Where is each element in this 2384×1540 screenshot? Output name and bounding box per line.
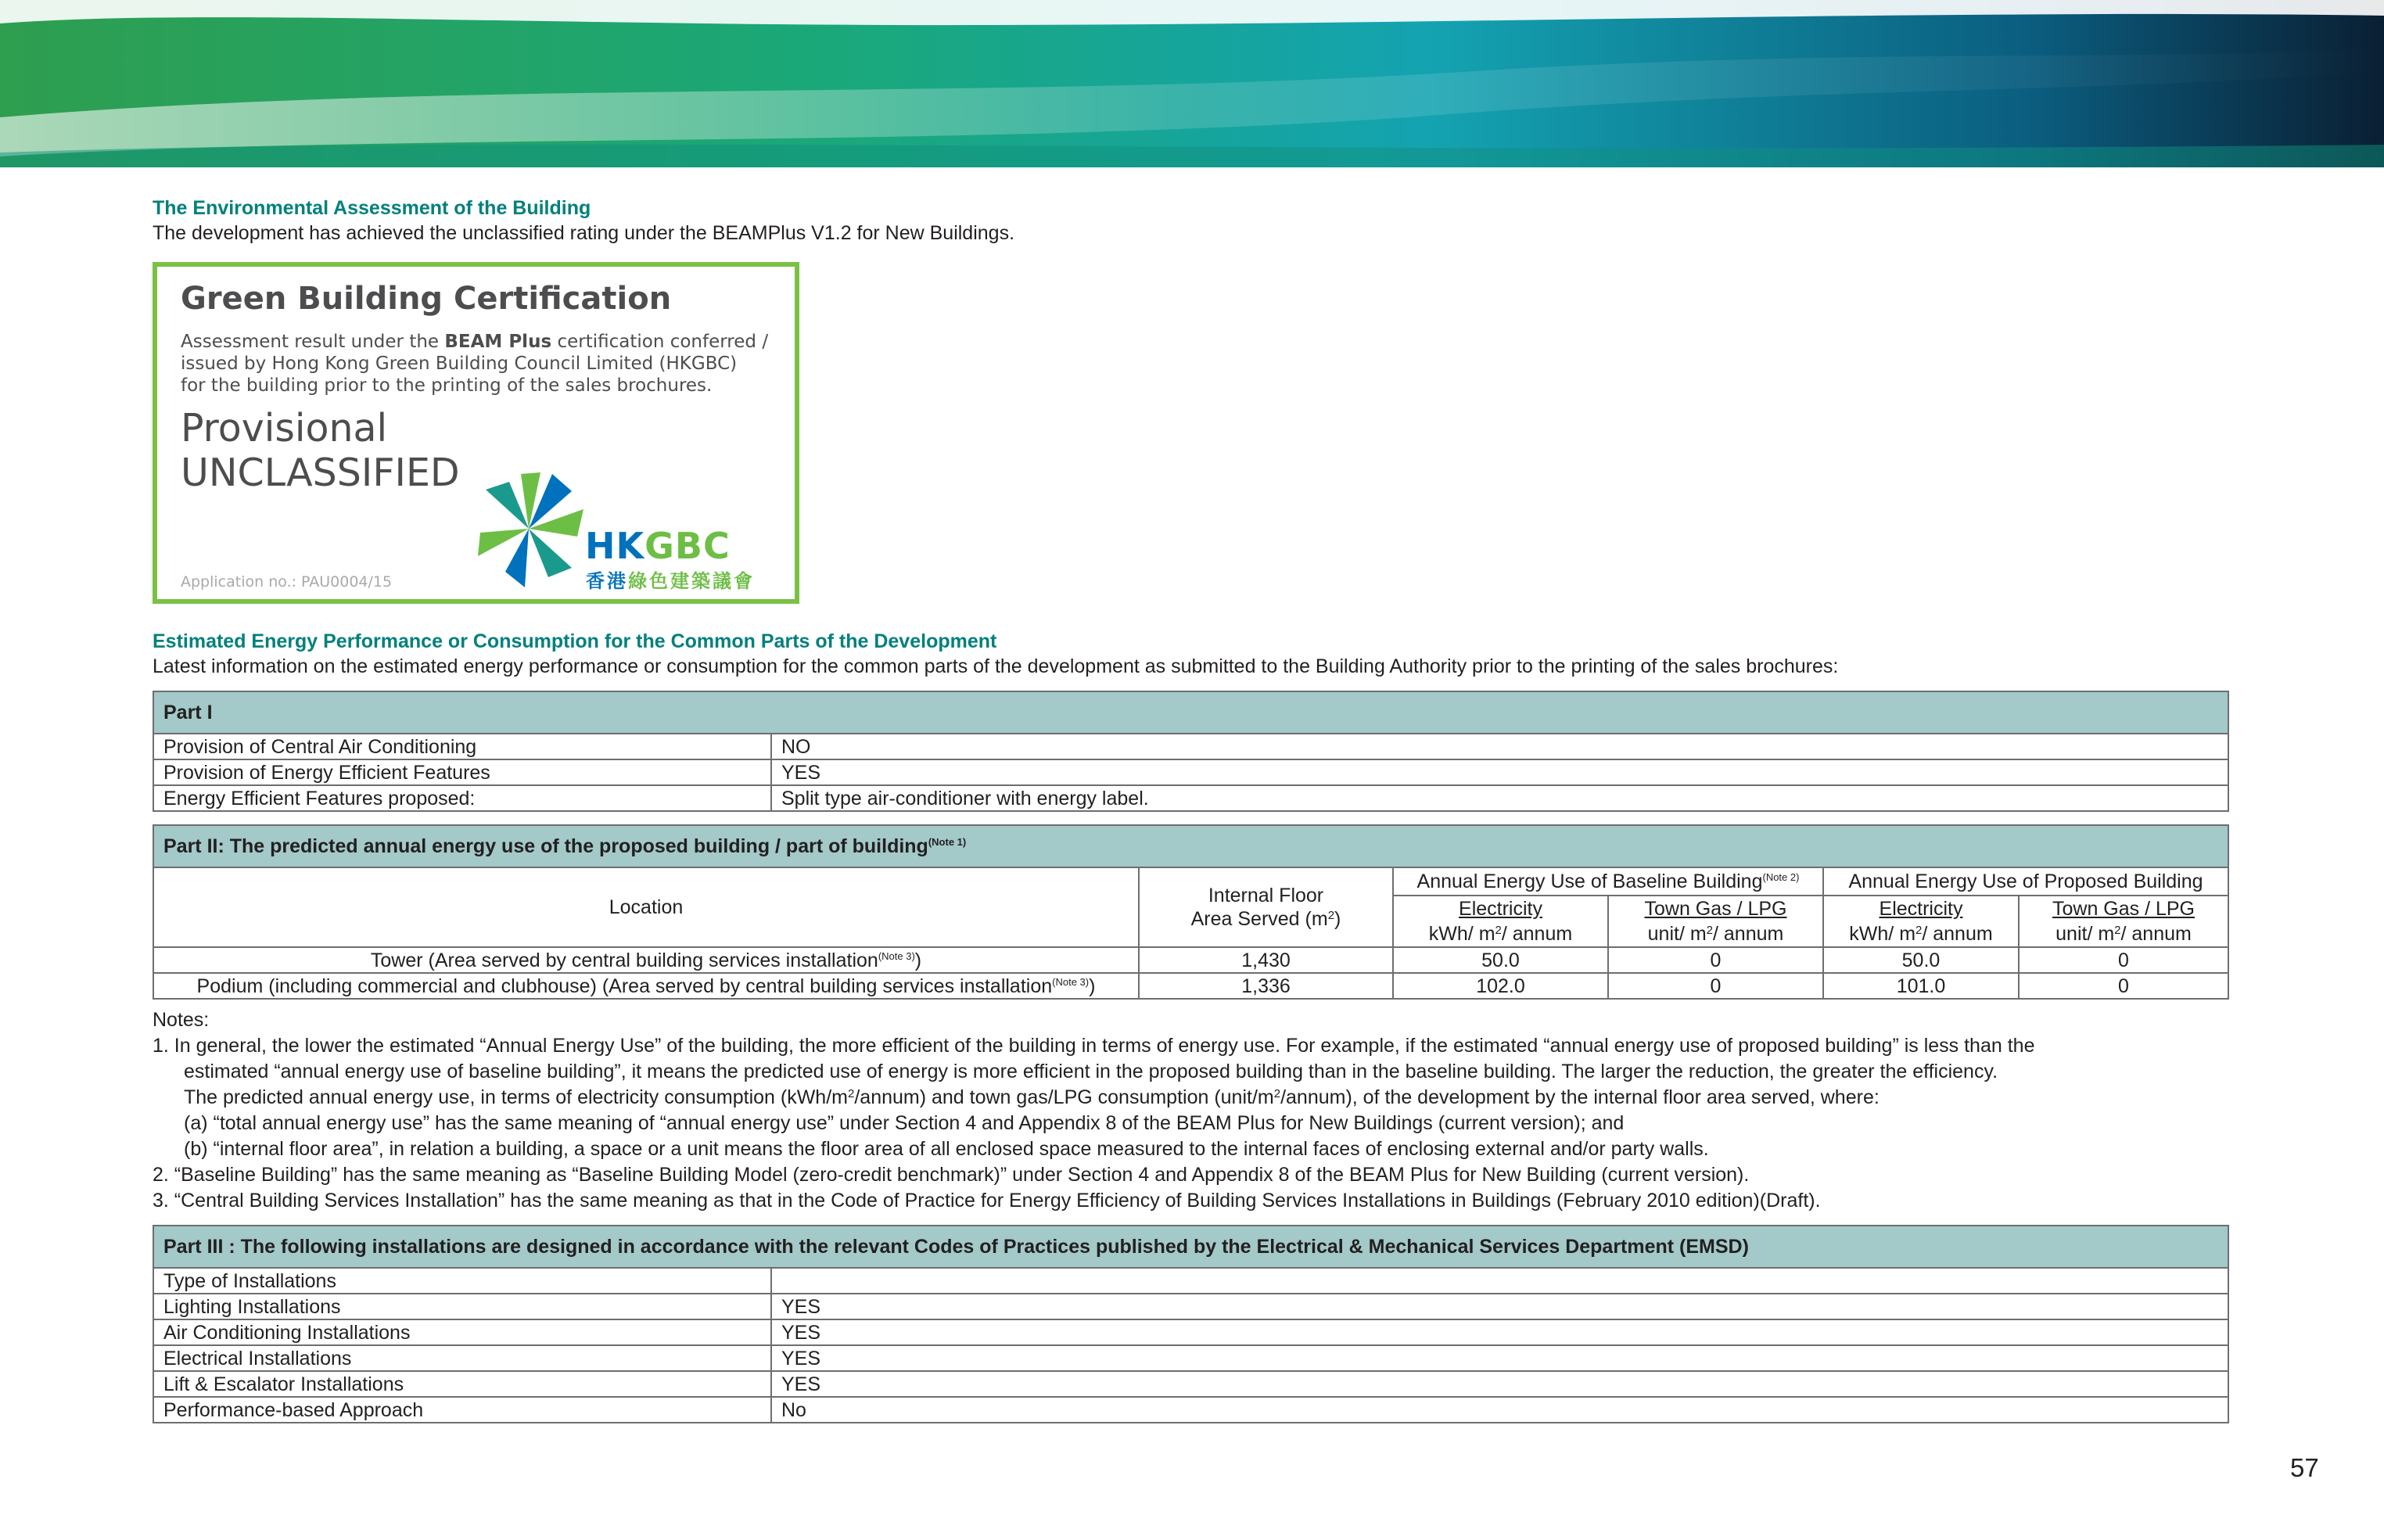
- note-1a: 1. In general, the lower the estimated “Annual Energy Use” of the building, the more efficient of the building in terms of energy use. For example, if the estimated “annual energy use of proposed building” is less than the: [153, 1035, 2035, 1057]
- col-baseline-text: Annual Energy Use of Baseline Building: [1416, 871, 1763, 892]
- part3-value: No: [771, 1397, 2228, 1423]
- note-1c-part: /annum) and town gas/LPG consumption (unit/m: [854, 1086, 1274, 1108]
- col-baseline-note: (Note 2): [1762, 871, 1800, 883]
- col-proposed: Annual Energy Use of Proposed Building: [1823, 867, 2228, 896]
- page-content: [153, 196, 2229, 1423]
- assessment-heading: The Environmental Assessment of the Building: [153, 197, 591, 219]
- logo-cn-b: 綠色建築議會: [628, 570, 755, 592]
- part3-label: Lift & Escalator Installations: [153, 1371, 771, 1397]
- table-row: [153, 785, 2228, 811]
- location-end: ): [1089, 975, 1096, 997]
- unit-base-electricity: [1393, 921, 1608, 947]
- notes-section: [153, 1007, 2229, 1214]
- part3-value: YES: [771, 1345, 2228, 1371]
- row-base-gas: 0: [1608, 973, 1823, 999]
- unit-prop-electricity: [1823, 921, 2019, 947]
- note-sup: 2: [848, 1087, 855, 1100]
- certificate-line2: issued by Hong Kong Green Building Council Limited (HKGBC): [181, 354, 738, 374]
- location-note: (Note 3): [878, 949, 915, 962]
- note-1d: (a) “total annual energy use” has the same meaning of “annual energy use” under Section 4 and Appendix 8 of the BEAM Plus for New Buildings (current version); and: [184, 1112, 1625, 1134]
- unit-text: kWh/ m: [1849, 922, 1916, 945]
- part1-label: Provision of Energy Efficient Features: [153, 759, 771, 785]
- part2-header-text: Part II: The predicted annual energy use of the proposed building / part of building: [163, 835, 928, 857]
- unit-prop-towngas: [2019, 921, 2228, 947]
- unit-text: / annum: [1501, 922, 1573, 945]
- part1-value: Split type air-conditioner with energy label.: [771, 785, 2228, 811]
- part2-table: [153, 824, 2229, 1000]
- sub-base-towngas: Town Gas / LPG: [1608, 896, 1823, 921]
- row-area: 1,430: [1139, 947, 1393, 973]
- certificate-title: Green Building Certification: [181, 281, 672, 317]
- unit-text: kWh/ m: [1428, 922, 1495, 945]
- note-1c: [153, 1085, 2229, 1111]
- part3-label: Type of Installations: [153, 1268, 771, 1294]
- table-row: [153, 973, 2228, 999]
- row-prop-gas: 0: [2019, 947, 2228, 973]
- page-number: 57: [2290, 1453, 2319, 1482]
- table-row: [153, 759, 2228, 785]
- row-area: 1,336: [1139, 973, 1393, 999]
- sub-prop-towngas: Town Gas / LPG: [2019, 896, 2228, 921]
- table-row: [153, 1268, 2228, 1294]
- row-prop-elec: 50.0: [1823, 947, 2019, 973]
- logo-cn-a: 香港: [586, 570, 628, 592]
- table-row: [153, 1397, 2228, 1423]
- table-row: [153, 1294, 2228, 1319]
- row-location: [153, 947, 1139, 973]
- location-text: Tower (Area served by central building services installation: [370, 949, 878, 971]
- part3-header: Part III : The following installations are designed in accordance with the relevant Codes of Practices published by the Electrical & Mechanical Services Department (EMSD): [153, 1226, 2228, 1268]
- col-area-sup: 2: [1327, 909, 1335, 922]
- col-area-line1: Internal Floor: [1208, 885, 1324, 906]
- assessment-text: The development has achieved the unclassified rating under the BEAMPlus V1.2 for New Buildings.: [153, 222, 1015, 244]
- part3-value: YES: [771, 1294, 2228, 1319]
- row-prop-gas: 0: [2019, 973, 2228, 999]
- location-end: ): [914, 949, 922, 971]
- part2-header: [153, 825, 2228, 867]
- part1-table: [153, 691, 2229, 812]
- unit-sup: 2: [1915, 923, 1923, 937]
- note-1c-part: /annum), of the development by the internal floor area served, where:: [1280, 1086, 1880, 1108]
- unit-text: unit/ m: [2055, 922, 2115, 945]
- sub-prop-electricity: Electricity: [1823, 896, 2019, 921]
- table-row: [153, 1319, 2228, 1345]
- hkgbc-logo-text: [585, 525, 731, 567]
- logo-gbc: GBC: [644, 525, 731, 567]
- part1-value: YES: [771, 759, 2228, 785]
- part1-label: Provision of Central Air Conditioning: [153, 734, 771, 759]
- col-area-line2: Area Served (m: [1190, 908, 1328, 930]
- unit-text: / annum: [1922, 922, 1993, 945]
- hkgbc-logo-icon: [462, 462, 595, 595]
- part3-label: Performance-based Approach: [153, 1397, 771, 1423]
- notes-title: Notes:: [153, 1009, 210, 1031]
- green-building-certificate: [153, 262, 799, 604]
- part3-label: Electrical Installations: [153, 1345, 771, 1371]
- certificate-line3: for the building prior to the printing of the sales brochures.: [181, 375, 713, 396]
- part3-value: [771, 1268, 2228, 1294]
- part2-header-note: (Note 1): [928, 836, 967, 848]
- note-1c-part: The predicted annual energy use, in terms of electricity consumption (kWh/m: [184, 1086, 848, 1108]
- unit-text: unit/ m: [1647, 922, 1707, 945]
- certificate-application-no: Application no.: PAU0004/15: [181, 573, 393, 591]
- row-base-elec: 50.0: [1393, 947, 1608, 973]
- unit-sup: 2: [2114, 923, 2121, 937]
- unit-text: / annum: [2120, 922, 2192, 945]
- note-3: 3. “Central Building Services Installation” has the same meaning as that in the Code of Practice for Energy Efficiency of Building Services Installations in Buildings (February 2010 edition)(Draft).: [153, 1190, 1821, 1212]
- unit-base-towngas: [1608, 921, 1823, 947]
- note-1e: (b) “internal floor area”, in relation a building, a space or a unit means the floor area of all enclosed space measured to the internal faces of enclosing external and/or party walls.: [184, 1138, 1709, 1160]
- part1-header: Part I: [153, 691, 2228, 734]
- row-location: [153, 973, 1139, 999]
- note-2: 2. “Baseline Building” has the same meaning as “Baseline Building Model (zero-credit benchmark)” under Section 4 and Appendix 8 of the BEAM Plus for New Building (current version).: [153, 1164, 1750, 1186]
- energy-heading: Estimated Energy Performance or Consumption for the Common Parts of the Development: [153, 630, 997, 652]
- table-row: [153, 947, 2228, 973]
- note-1b: estimated “annual energy use of baseline building”, it means the predicted use of energy is more efficient in the proposed building than in the baseline building. The larger the reduction, the greater the efficiency.: [184, 1061, 1998, 1082]
- part1-label: Energy Efficient Features proposed:: [153, 785, 771, 811]
- location-text: Podium (including commercial and clubhouse) (Area served by central building services installation: [196, 975, 1053, 997]
- energy-text: Latest information on the estimated energy performance or consumption for the common parts of the development as submitted to the Building Authority prior to the printing of the sales brochures:: [153, 655, 1839, 677]
- col-area-end: ): [1334, 908, 1341, 930]
- unit-sup: 2: [1706, 923, 1714, 937]
- part1-value: NO: [771, 734, 2228, 759]
- unit-text: / annum: [1713, 922, 1784, 945]
- row-prop-elec: 101.0: [1823, 973, 2019, 999]
- location-note: (Note 3): [1052, 975, 1090, 988]
- certificate-line1-bold: BEAM Plus: [444, 332, 552, 352]
- col-baseline: [1393, 867, 1823, 896]
- table-row: [153, 734, 2228, 759]
- certificate-description: [181, 331, 791, 397]
- note-sup: 2: [1273, 1087, 1281, 1100]
- sub-base-electricity: Electricity: [1393, 896, 1608, 921]
- part3-table: [153, 1225, 2229, 1423]
- table-row: [153, 1371, 2228, 1397]
- certificate-line1-post: certification conferred /: [551, 332, 769, 352]
- unit-sup: 2: [1495, 923, 1502, 937]
- col-area: [1139, 867, 1393, 947]
- certificate-rating-provisional: Provisional: [181, 406, 388, 451]
- hkgbc-logo-chinese: [586, 565, 755, 593]
- header-banner: [0, 0, 2384, 167]
- table-row: [153, 1345, 2228, 1371]
- part3-label: Air Conditioning Installations: [153, 1319, 771, 1345]
- part3-value: YES: [771, 1371, 2228, 1397]
- row-base-gas: 0: [1608, 947, 1823, 973]
- part3-label: Lighting Installations: [153, 1294, 771, 1319]
- logo-hk: HK: [585, 525, 645, 567]
- row-base-elec: 102.0: [1393, 973, 1608, 999]
- certificate-line1-pre: Assessment result under the: [181, 332, 445, 352]
- part3-value: YES: [771, 1319, 2228, 1345]
- col-location: Location: [153, 867, 1139, 947]
- certificate-rating-unclassified: UNCLASSIFIED: [181, 451, 460, 495]
